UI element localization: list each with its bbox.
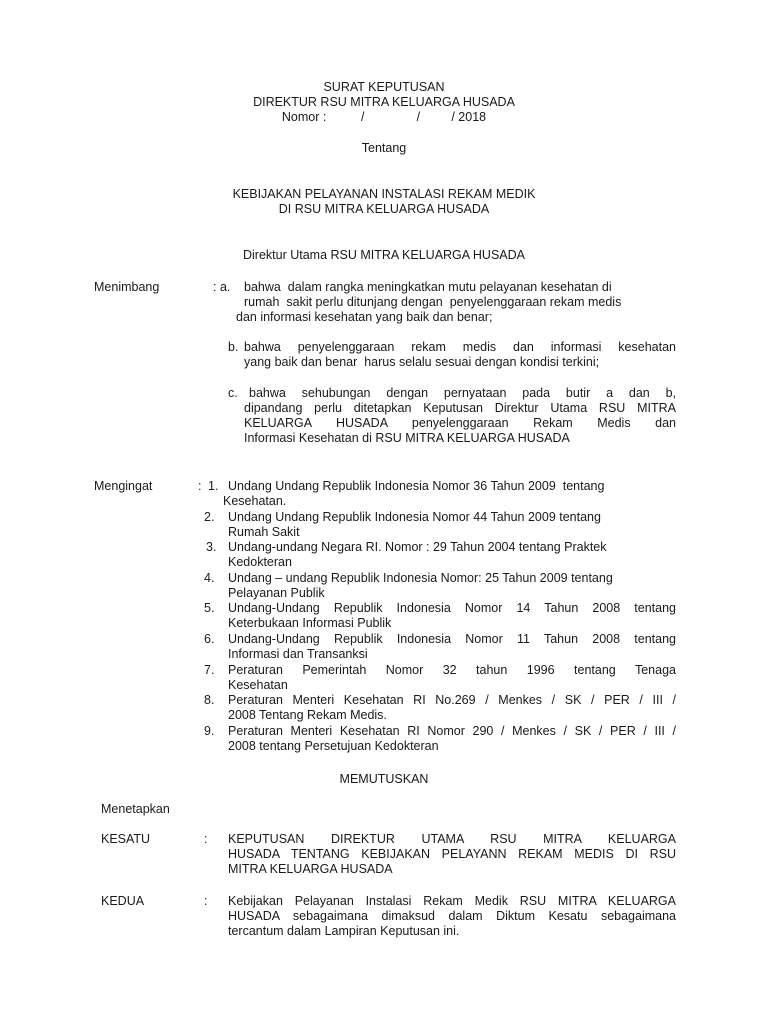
mengingat-item-line-1: Peraturan Menteri Kesehatan RI Nomor 290 / Menkes / SK / PER / III / bbox=[228, 724, 676, 738]
document-title: SURAT KEPUTUSAN bbox=[323, 80, 445, 94]
mengingat-item-number: 9. bbox=[204, 724, 215, 738]
menimbang-a-line-3: dan informasi kesehatan yang baik dan benar; bbox=[236, 310, 493, 324]
mengingat-item-line-2: Keterbukaan Informasi Publik bbox=[228, 616, 392, 630]
menimbang-c-prefix: c. bbox=[228, 386, 238, 400]
mengingat-item-line-2: Kedokteran bbox=[228, 555, 292, 569]
director-line: Direktur Utama RSU MITRA KELUARGA HUSADA bbox=[242, 248, 525, 262]
kedua-line-3: tercantum dalam Lampiran Keputusan ini. bbox=[228, 924, 460, 938]
mengingat-item-number: 8. bbox=[204, 693, 215, 707]
menimbang-c-line-2: dipandang perlu ditetapkan Keputusan Direktur Utama RSU MITRA bbox=[244, 401, 676, 415]
kedua-line-2: HUSADA sebagaimana dimaksud dalam Diktum Kesatu sebagaimana bbox=[228, 909, 676, 923]
mengingat-item-number: 2. bbox=[204, 510, 215, 524]
mengingat-item-number: 5. bbox=[204, 601, 215, 615]
mengingat-item-line-1: Undang Undang Republik Indonesia Nomor 36 Tahun 2009 tentang bbox=[228, 479, 605, 493]
mengingat-item-number: 6. bbox=[204, 632, 215, 646]
menimbang-b-line-2: yang baik dan benar harus selalu sesuai dengan kondisi terkini; bbox=[244, 355, 600, 369]
mengingat-item-line-1: Peraturan Pemerintah Nomor 32 tahun 1996 tentang Tenaga bbox=[228, 663, 676, 677]
kedua-line-1: Kebijakan Pelayanan Instalasi Rekam Medik RSU MITRA KELUARGA bbox=[228, 894, 676, 908]
menimbang-c-line-3: KELUARGA HUSADA penyelenggaraan Rekam Medis dan bbox=[244, 416, 676, 430]
mengingat-item-number: 3. bbox=[206, 540, 217, 554]
mengingat-item-line-1: Undang-Undang Republik Indonesia Nomor 14 Tahun 2008 tentang bbox=[228, 601, 676, 615]
subject-line-2: DI RSU MITRA KELUARGA HUSADA bbox=[278, 202, 490, 216]
mengingat-item-line-2: Rumah Sakit bbox=[228, 525, 300, 539]
menetapkan-label: Menetapkan bbox=[101, 802, 170, 816]
memutuskan-title: MEMUTUSKAN bbox=[339, 772, 429, 786]
mengingat-item-number: 4. bbox=[204, 571, 215, 585]
mengingat-item-line-1: Peraturan Menteri Kesehatan RI No.269 / Menkes / SK / PER / III / bbox=[228, 693, 676, 707]
menimbang-a-prefix: : a. bbox=[213, 280, 231, 294]
kedua-colon: : bbox=[204, 894, 208, 908]
kedua-label: KEDUA bbox=[101, 894, 145, 908]
menimbang-c-line-4: Informasi Kesehatan di RSU MITRA KELUARGA HUSADA bbox=[244, 431, 570, 445]
tentang-label: Tentang bbox=[361, 141, 407, 155]
kesatu-label: KESATU bbox=[101, 832, 151, 846]
mengingat-item-line-2: 2008 tentang Persetujuan Kedokteran bbox=[228, 739, 439, 753]
menimbang-a-line-1: bahwa dalam rangka meningkatkan mutu pelayanan kesehatan di bbox=[244, 280, 612, 294]
mengingat-colon: : bbox=[198, 479, 202, 493]
menimbang-b-line-1: bahwa penyelenggaraan rekam medis dan informasi kesehatan bbox=[244, 340, 676, 354]
mengingat-item-line-2: Kesehatan. bbox=[223, 494, 287, 508]
mengingat-item-line-2: Informasi dan Transanksi bbox=[228, 647, 368, 661]
kesatu-line-1: KEPUTUSAN DIREKTUR UTAMA RSU MITRA KELUARGA bbox=[228, 832, 676, 846]
mengingat-item-line-1: Undang – undang Republik Indonesia Nomor: 25 Tahun 2009 tentang bbox=[228, 571, 613, 585]
menimbang-c-line-1: bahwa sehubungan dengan pernyataan pada butir a dan b, bbox=[249, 386, 676, 400]
menimbang-label: Menimbang bbox=[94, 280, 160, 294]
menimbang-a-line-2: rumah sakit perlu ditunjang dengan penyelenggaraan rekam medis bbox=[244, 295, 622, 309]
mengingat-item-line-2: Pelayanan Publik bbox=[228, 586, 325, 600]
mengingat-item-line-1: Undang Undang Republik Indonesia Nomor 44 Tahun 2009 tentang bbox=[228, 510, 601, 524]
menimbang-b-prefix: b. bbox=[228, 340, 239, 354]
mengingat-item-number: 7. bbox=[204, 663, 215, 677]
mengingat-item-line-2: 2008 Tentang Rekam Medis. bbox=[228, 708, 387, 722]
kesatu-colon: : bbox=[204, 832, 208, 846]
mengingat-item-line-2: Kesehatan bbox=[228, 678, 288, 692]
subject-line-1: KEBIJAKAN PELAYANAN INSTALASI REKAM MEDIK bbox=[232, 187, 536, 201]
mengingat-item-line-1: Undang-Undang Republik Indonesia Nomor 11 Tahun 2008 tentang bbox=[228, 632, 676, 646]
document-number: Nomor : / / / 2018 bbox=[281, 110, 487, 124]
document-issuer: DIREKTUR RSU MITRA KELUARGA HUSADA bbox=[253, 95, 515, 109]
kesatu-line-3: MITRA KELUARGA HUSADA bbox=[228, 862, 393, 876]
mengingat-label: Mengingat bbox=[94, 479, 153, 493]
mengingat-item-number: 1. bbox=[208, 479, 219, 493]
kesatu-line-2: HUSADA TENTANG KEBIJAKAN PELAYANN REKAM MEDIS DI RSU bbox=[228, 847, 676, 861]
mengingat-item-line-1: Undang-undang Negara RI. Nomor : 29 Tahun 2004 tentang Praktek bbox=[228, 540, 607, 554]
